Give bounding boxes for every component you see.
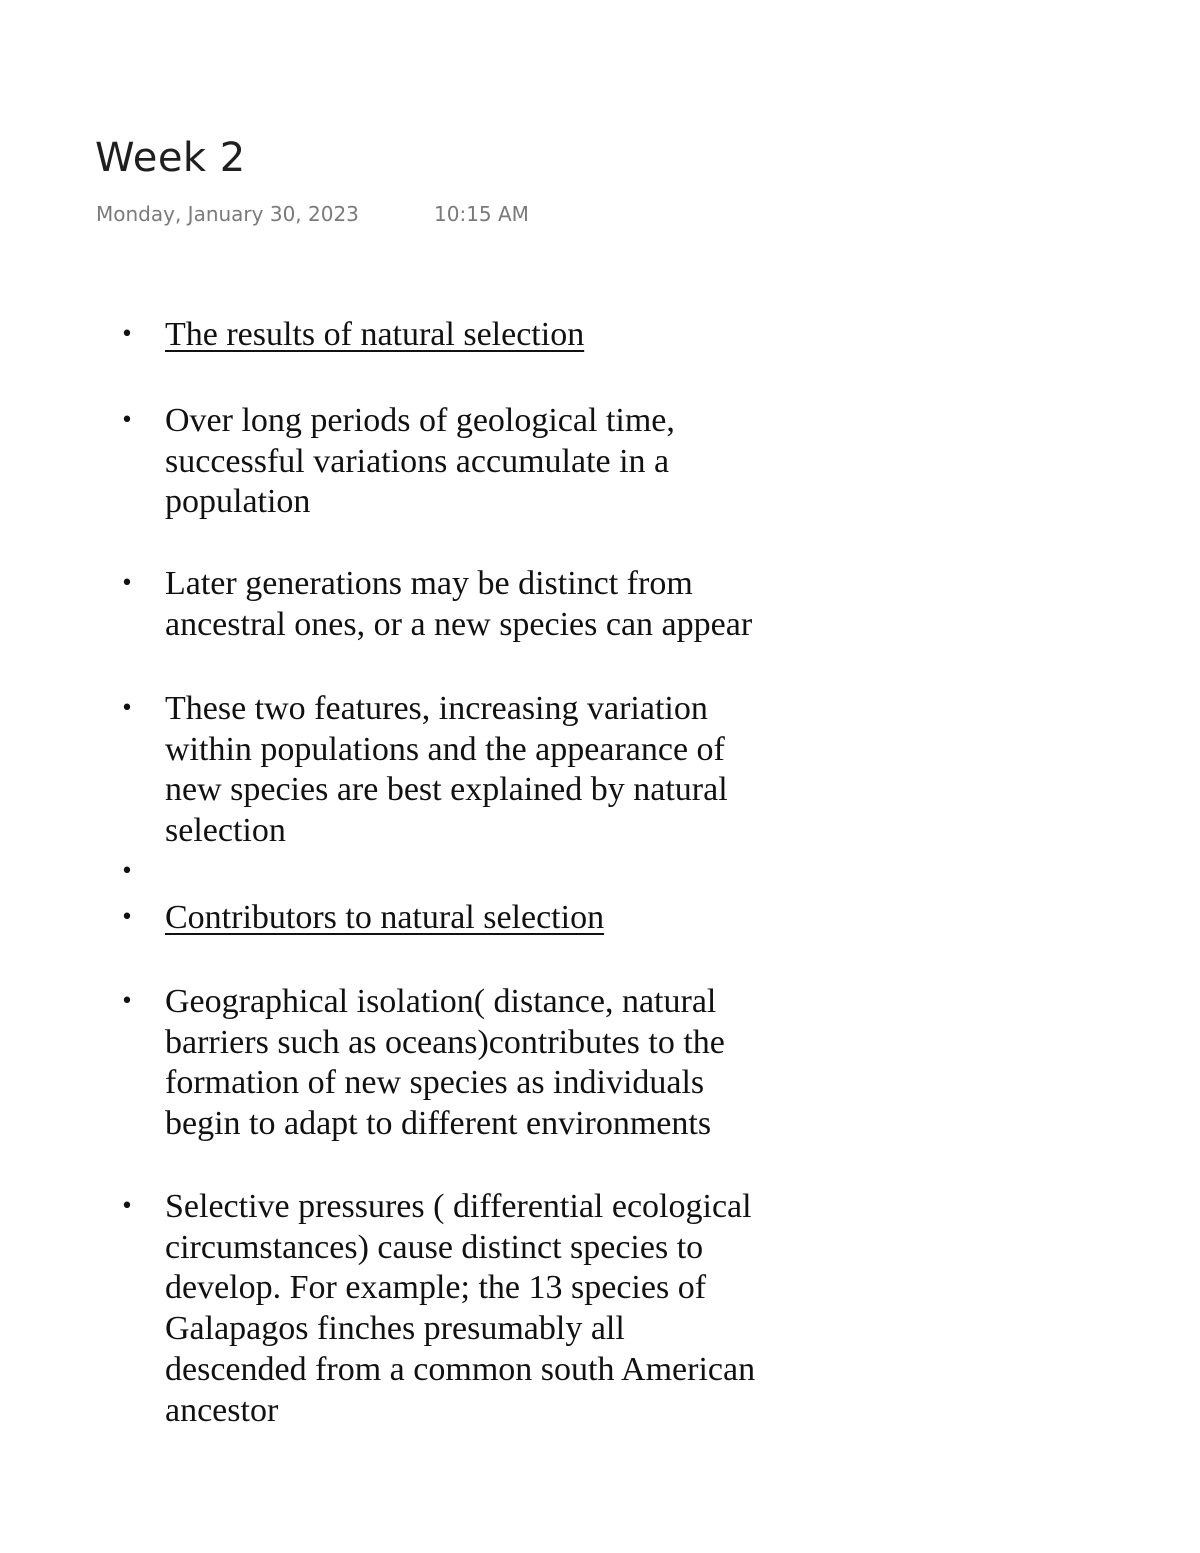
list-item[interactable] [120,898,825,939]
note-text [165,982,825,1145]
bullet-icon: • [120,905,134,930]
note-line: Galapagos finches presumably all [165,1310,625,1348]
list-item[interactable] [120,982,825,1145]
list-item[interactable] [120,689,825,852]
note-text [165,852,825,893]
bullet-icon: • [120,322,134,347]
note-text [165,1187,825,1431]
note-line: population [165,483,311,521]
note-line [165,852,825,893]
note-line: begin to adapt to different environments [165,1105,712,1143]
note-line: Later generations may be distinct from [165,565,693,602]
note-text [165,564,825,645]
note-line: Geographical isolation( distance, natural [165,983,717,1020]
page-timestamp [96,201,529,227]
bullet-icon: • [120,1194,134,1219]
list-item[interactable] [120,401,825,523]
note-line: These two features, increasing variation [165,690,708,727]
note-line: Over long periods of geological time, [165,402,675,439]
note-heading [165,315,825,356]
note-line: selection [165,812,286,850]
bullet-icon: • [120,989,134,1014]
list-item-empty[interactable] [120,852,825,893]
list-item[interactable] [120,1187,825,1431]
page-time: 10:15 AM [434,202,529,226]
note-line: barriers such as oceans)contributes to the [165,1023,725,1061]
note-line: develop. For example; the 13 species of [165,1269,707,1307]
page-title: Week 2 [95,135,246,181]
note-line: formation of new species as individuals [165,1064,705,1102]
bullet-icon: • [120,571,134,596]
note-line: Selective pressures ( differential ecological [165,1188,752,1225]
note-heading [165,898,825,939]
note-line: successful variations accumulate in a [165,442,670,480]
bullet-icon: • [120,859,134,884]
bullet-icon: • [120,408,134,433]
note-line: descended from a common south American [165,1350,756,1388]
note-text [165,401,825,523]
note-line: new species are best explained by natural [165,771,728,809]
note-line: Contributors to natural selection [165,899,605,936]
note-line: circumstances) cause distinct species to [165,1228,704,1266]
page-date: Monday, January 30, 2023 [96,202,359,226]
note-line: ancestral ones, or a new species can appear [165,605,753,643]
list-item[interactable] [120,315,825,356]
note-line: ancestor [165,1391,279,1429]
list-item[interactable] [120,564,825,645]
note-text [165,689,825,852]
note-line: within populations and the appearance of [165,730,725,768]
bullet-icon: • [120,696,134,721]
note-line: The results of natural selection [165,316,585,353]
